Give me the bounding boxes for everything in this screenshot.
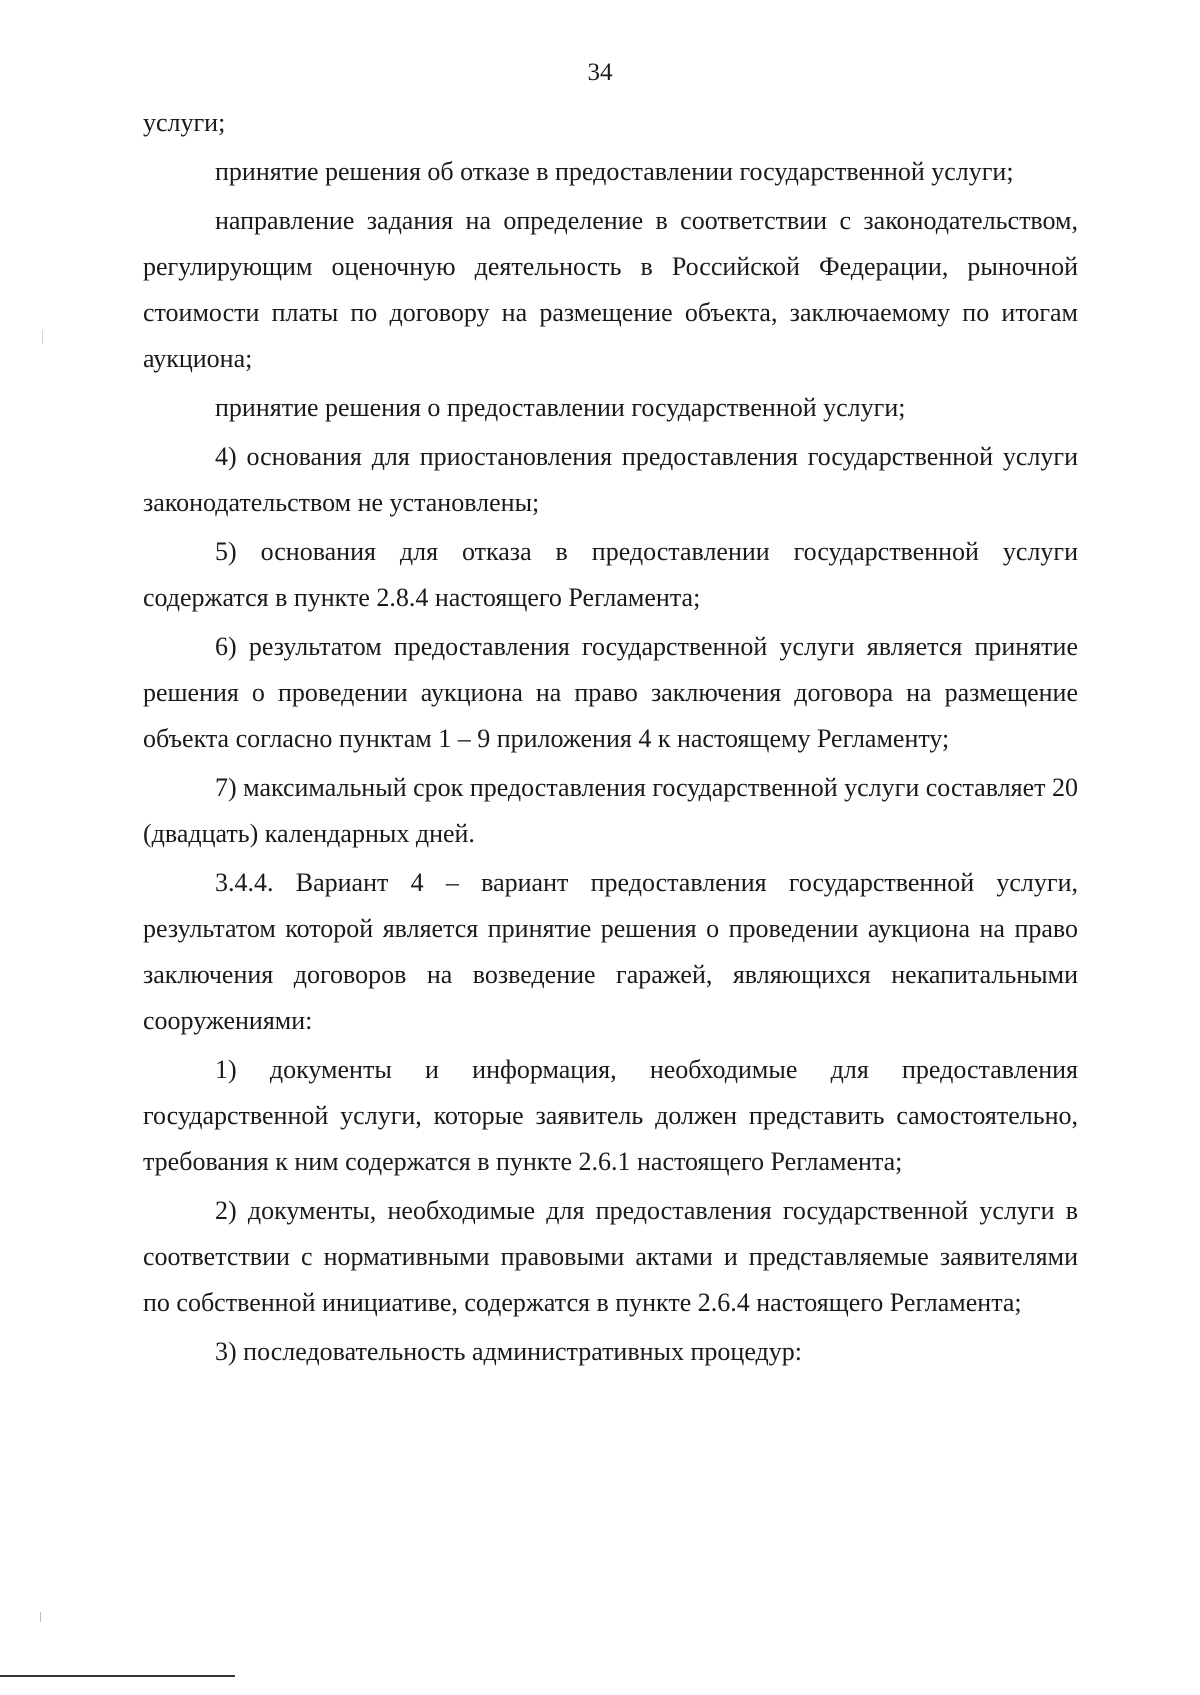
- paragraph-item-7-max-term: 7) максимальный срок предоставления государственной услуги составляет 20 (двадцать) календарных дней.: [143, 773, 1078, 848]
- document-body: [143, 100, 1078, 1378]
- paragraph-section-3-4-4: 3.4.4. Вариант 4 – вариант предоставления государственной услуги, результатом которой является принятие решения о проведении аукциона на право заключения договоров на возведение гаражей, являющихся некапитальными сооружениями:: [143, 868, 1078, 1035]
- paragraph-item-6-result: 6) результатом предоставления государственной услуги является принятие решения о проведении аукциона на право заключения договора на размещение объекта согласно пунктам 1 – 9 приложения 4 к настоящему Регламенту;: [143, 632, 1078, 753]
- paragraph-grant-decision: принятие решения о предоставлении государственной услуги;: [215, 393, 906, 422]
- scan-artifact-mark: [42, 330, 43, 344]
- paragraph-item-2-documents: 2) документы, необходимые для предоставления государственной услуги в соответствии с нормативными правовыми актами и представляемые заявителями по собственной инициативе, содержатся в пункте 2.6.4 настоящего Регламента;: [143, 1196, 1078, 1317]
- paragraph-item-4-suspension: 4) основания для приостановления предоставления государственной услуги законодательством не установлены;: [143, 442, 1078, 517]
- paragraph-item-5-refusal-grounds: 5) основания для отказа в предоставлении государственной услуги содержатся в пункте 2.8.4 настоящего Регламента;: [143, 537, 1078, 612]
- paragraph-item-1-documents: 1) документы и информация, необходимые для предоставления государственной услуги, которые заявитель должен представить самостоятельно, требования к ним содержатся в пункте 2.6.1 настоящего Регламента;: [143, 1055, 1078, 1176]
- scan-edge-line: [0, 1675, 235, 1677]
- paragraph-refusal-decision: принятие решения об отказе в предоставлении государственной услуги;: [215, 157, 1014, 186]
- paragraph-item-3-procedures: 3) последовательность административных процедур:: [215, 1337, 802, 1366]
- page-number: 34: [587, 59, 613, 86]
- paragraph-valuation-task: направление задания на определение в соответствии с законодательством, регулирующим оценочную деятельность в Российской Федерации, рыночной стоимости платы по договору на размещение объекта, заключаемому по итогам аукциона;: [143, 206, 1078, 373]
- scan-artifact-mark: [40, 1612, 41, 1622]
- paragraph-continuation: услуги;: [143, 108, 226, 137]
